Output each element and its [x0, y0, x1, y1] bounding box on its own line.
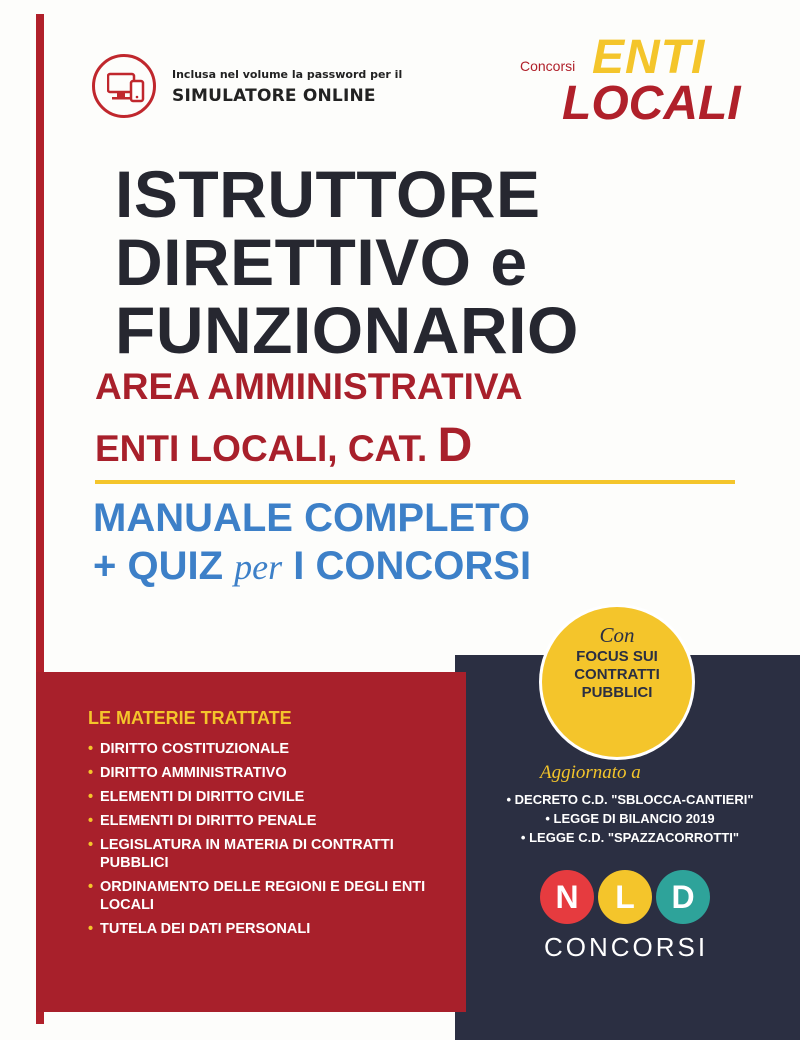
title-line-2: DIRETTIVO e [115, 225, 528, 299]
list-item: • DECRETO C.D. "SBLOCCA-CANTIERI" [506, 792, 754, 807]
series-logo-small: Concorsi [520, 58, 576, 74]
manual-per: per [234, 547, 283, 587]
aggiornato-list [470, 790, 790, 847]
simulator-badge [92, 54, 403, 124]
subtitle-category [95, 418, 472, 473]
list-item: • TUTELA DEI DATI PERSONALI [88, 921, 311, 937]
series-logo-locali: LOCALI [562, 77, 741, 130]
manual-line-2 [93, 544, 531, 589]
list-item: • ELEMENTI DI DIRITTO CIVILE [88, 789, 305, 805]
publisher-word: CONCORSI [543, 932, 709, 962]
list-item: • ORDINAMENTO DELLE REGIONI E DEGLI ENTI LOCALI [88, 879, 426, 913]
manual-quiz: + QUIZ [93, 544, 224, 588]
materie-heading: LE MATERIE TRATTATE [88, 708, 292, 728]
publisher-letter-d: D [656, 870, 710, 924]
title-line-1: ISTRUTTORE [115, 157, 541, 231]
publisher-letter-n: N [540, 870, 594, 924]
materie-list [88, 740, 448, 944]
badge-focus-line: CONTRATTI [574, 666, 660, 683]
series-logo [520, 32, 750, 132]
series-logo-enti: ENTI [592, 31, 706, 84]
list-item: • LEGISLATURA IN MATERIA DI CONTRATTI PUBBLICI [88, 837, 394, 871]
list-item: • DIRITTO AMMINISTRATIVO [88, 765, 287, 781]
manual-concorsi: I CONCORSI [293, 544, 532, 588]
list-item: • LEGGE C.D. "SPAZZACORROTTI" [520, 830, 740, 845]
badge-focus-line: PUBBLICI [581, 684, 653, 701]
publisher-logo [540, 870, 720, 980]
list-item: • DIRITTO COSTITUZIONALE [88, 741, 290, 757]
focus-badge [542, 607, 692, 757]
aggiornato-heading: Aggiornato a [540, 762, 641, 783]
simulator-note: Inclusa nel volume la password per il [172, 68, 403, 81]
list-item: • ELEMENTI DI DIRITTO PENALE [88, 813, 317, 829]
list-item: • LEGGE DI BILANCIO 2019 [545, 811, 715, 826]
publisher-letter-l: L [598, 870, 652, 924]
subtitle-category-prefix: ENTI LOCALI, CAT. [95, 428, 428, 469]
title-line-3: FUNZIONARIO [115, 293, 579, 367]
badge-con: Con [599, 623, 635, 647]
subtitle-area: AREA AMMINISTRATIVA [95, 366, 523, 407]
badge-focus-line: FOCUS SUI [576, 648, 658, 665]
devices-icon [92, 54, 156, 118]
yellow-divider [95, 480, 735, 484]
manual-line-1: MANUALE COMPLETO [93, 496, 531, 540]
book-title [115, 157, 579, 367]
simulator-title: SIMULATORE ONLINE [172, 86, 376, 106]
subtitle-category-letter: D [437, 419, 473, 472]
